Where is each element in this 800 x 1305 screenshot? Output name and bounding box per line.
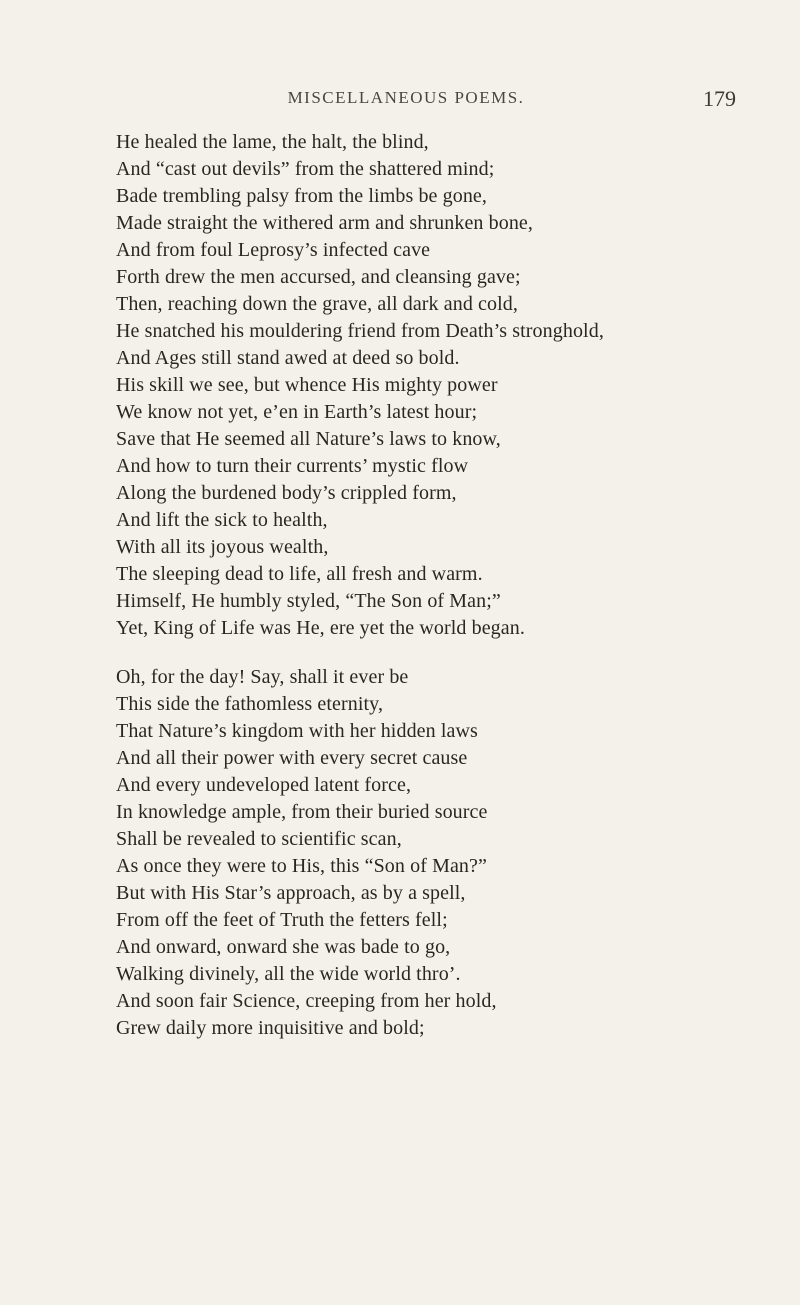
poem-body [116,129,756,1042]
poem-line: The sleeping dead to life, all fresh and warm. [116,563,483,585]
poem-line: Grew daily more inquisitive and bold; [116,1017,425,1039]
poem-line: Save that He seemed all Nature’s laws to know, [116,428,501,450]
poem-line: His skill we see, but whence His mighty power [116,374,498,396]
poem-line: Shall be revealed to scientific scan, [116,828,402,850]
poem-line: And lift the sick to health, [116,509,328,531]
poem-line: He snatched his mouldering friend from Death’s stronghold, [116,320,604,342]
poem-line: As once they were to His, this “Son of Man?” [116,855,487,877]
poem-line: We know not yet, e’en in Earth’s latest hour; [116,401,478,423]
running-head-title: MISCELLANEOUS POEMS. [287,88,525,107]
poem-line: And how to turn their currents’ mystic flow [116,455,469,477]
poem-line: From off the feet of Truth the fetters fell; [116,909,448,931]
poem-line: In knowledge ample, from their buried source [116,801,488,823]
poem-line: Oh, for the day! Say, shall it ever be [116,666,409,688]
poem-line: And soon fair Science, creeping from her hold, [116,990,497,1012]
poem-line: Walking divinely, all the wide world thro’. [116,963,461,985]
poem-line: That Nature’s kingdom with her hidden laws [116,720,478,742]
poem-line: And “cast out devils” from the shattered mind; [116,158,495,180]
poem-line: Himself, He humbly styled, “The Son of Man;” [116,590,501,612]
page-number: 179 [703,86,736,111]
poem-line: Yet, King of Life was He, ere yet the world began. [116,617,525,639]
poem-line: With all its joyous wealth, [116,536,329,558]
poem-line: And all their power with every secret cause [116,747,468,769]
poem-line: Then, reaching down the grave, all dark and cold, [116,293,518,315]
running-head [0,86,800,116]
poem-line: And onward, onward she was bade to go, [116,936,451,958]
poem-line: Made straight the withered arm and shrunken bone, [116,212,533,234]
poem-line: Bade trembling palsy from the limbs be gone, [116,185,487,207]
stanza-1 [116,129,756,642]
poem-line: This side the fathomless eternity, [116,693,384,715]
poem-line: And every undeveloped latent force, [116,774,412,796]
poem-line: But with His Star’s approach, as by a spell, [116,882,466,904]
poem-line: And from foul Leprosy’s infected cave [116,239,431,261]
stanza-2 [116,664,756,1042]
poem-line: And Ages still stand awed at deed so bold. [116,347,460,369]
poem-line: He healed the lame, the halt, the blind, [116,131,429,153]
poem-line: Forth drew the men accursed, and cleansing gave; [116,266,521,288]
poem-line: Along the burdened body’s crippled form, [116,482,457,504]
